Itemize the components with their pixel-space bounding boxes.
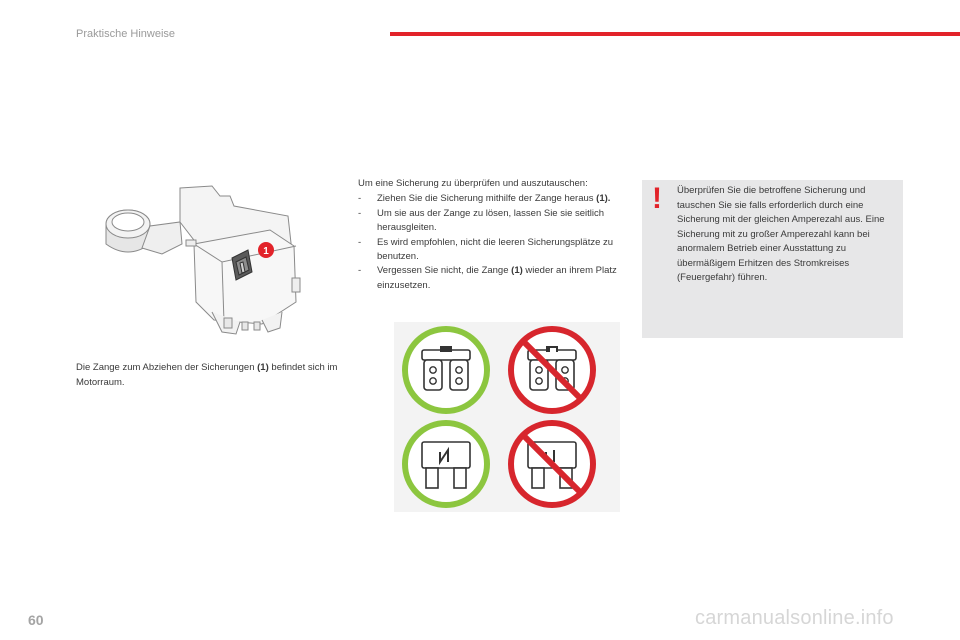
watermark: carmanualsonline.info <box>695 607 894 629</box>
fuse-ok-side <box>405 423 487 505</box>
instructions-list <box>358 192 628 293</box>
illustration-caption <box>76 360 346 390</box>
instructions-intro: Um eine Sicherung zu überprüfen und auszutauschen: <box>358 178 588 189</box>
warning-icon: ! <box>652 182 662 215</box>
page-number: 60 <box>28 612 44 628</box>
list-item: - Vergessen Sie nicht, die Zange (1) wieder an ihrem Platz einzusetzen. <box>358 265 617 291</box>
warning-box <box>642 180 903 338</box>
fuse-box-illustration <box>102 182 342 352</box>
fuse-ok-top <box>405 329 487 411</box>
fuse-blown-side <box>511 423 593 505</box>
header-accent-bar <box>390 32 960 36</box>
list-item: - Es wird empfohlen, nicht die leeren Sicherungsplätze zu benutzen. <box>358 236 614 263</box>
fuse-blown-top <box>511 329 593 411</box>
callout-number: 1 <box>263 246 269 257</box>
warning-text: Überprüfen Sie die betroffene Sicherung und tauschen Sie sie falls erforderlich durch eine Sicherung mit der gleichen Amperezahl aus. Eine Sicherung mit zu großer Amperezahl kann bei anormalem Betrieb einer Ausstattung zu übermäßigem Erhitzen des Stromkreises (Feuergefahr) führen. <box>677 185 885 283</box>
section-title: Praktische Hinweise <box>76 28 176 40</box>
caption-text: Die Zange zum Abziehen der Sicherungen <box>76 362 258 373</box>
list-item: - Ziehen Sie die Sicherung mithilfe der Zange heraus (1). <box>358 193 611 205</box>
list-item: - Um sie aus der Zange zu lösen, lassen Sie sie seitlich herausgleiten. <box>358 207 605 234</box>
fuse-check-diagram <box>394 322 620 512</box>
caption-text-end: befindet sich im Motorraum. <box>76 362 338 388</box>
instructions-block <box>358 177 628 293</box>
caption-ref: (1) <box>257 362 269 373</box>
